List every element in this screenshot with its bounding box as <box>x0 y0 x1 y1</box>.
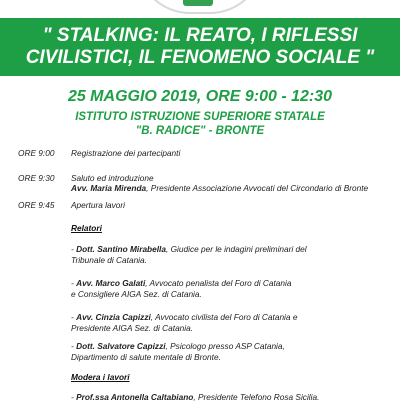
bullet: - <box>71 244 77 254</box>
event-venue <box>0 110 400 138</box>
relatore-2-role: , Avvocato penalista del Foro di Catania <box>145 278 292 288</box>
relatore-4-name: Dott. Salvatore Capizzi <box>76 341 166 351</box>
relatore-3 <box>71 312 297 322</box>
title-line-2: CIVILISTICI, IL FENOMENO SOCIALE " <box>25 47 375 68</box>
speaker-name: Avv. Maria Mirenda <box>71 183 147 193</box>
relatore-3-name: Avv. Cinzia Capizzi <box>76 312 151 322</box>
venue-line-2: "B. RADICE" - BRONTE <box>135 125 265 137</box>
relatore-3-role: , Avvocato civilista del Foro di Catania e <box>150 312 298 322</box>
logo-mark <box>183 0 213 6</box>
relatore-1-role: , Giudice per le indagini preliminari del <box>165 244 307 254</box>
relatori-heading: Relatori <box>71 223 102 233</box>
speaker-role: , Presidente Associazione Avvocati del Circondario di Bronte <box>146 183 369 193</box>
entry-1: Registrazione dei partecipanti <box>71 148 181 158</box>
relatore-1-name: Dott. Santino Mirabella <box>76 244 166 254</box>
entry-3: Apertura lavori <box>71 200 125 210</box>
bullet: - <box>71 278 77 288</box>
relatore-4-role: , Psicologo presso ASP Catania, <box>165 341 285 351</box>
relatore-4-line-2: Dipartimento di salute mentale di Bronte. <box>71 352 221 362</box>
relatore-2 <box>71 278 291 288</box>
event-date: 25 MAGGIO 2019, ORE 9:00 - 12:30 <box>67 88 333 105</box>
relatore-2-line-2: e Consigliere AIGA Sez. di Catania. <box>71 289 202 299</box>
relatore-1 <box>71 244 307 254</box>
moderatore-heading: Modera i lavori <box>71 372 130 382</box>
moderatore-1-role: , Presidente Telefono Rosa Sicilia. <box>193 392 320 402</box>
bullet: - <box>71 312 77 322</box>
relatore-1-line-2: Tribunale di Catania. <box>71 255 147 265</box>
time-2: ORE 9:30 <box>18 173 55 183</box>
entry-2a: Saluto ed introduzione <box>71 173 154 183</box>
time-3: ORE 9:45 <box>18 200 55 210</box>
relatore-4 <box>71 341 285 351</box>
logo <box>136 0 264 14</box>
relatore-3-line-2: Presidente AIGA Sez. di Catania. <box>71 323 194 333</box>
bullet: - <box>71 392 77 402</box>
venue-line-1: ISTITUTO ISTRUZIONE SUPERIORE STATALE <box>75 111 325 123</box>
moderatore-1-name: Prof.ssa Antonella Caltabiano <box>76 392 194 402</box>
relatore-2-name: Avv. Marco Galati <box>76 278 146 288</box>
moderatore-1 <box>71 392 319 402</box>
title-line-1: " STALKING: IL REATO, I RIFLESSI <box>42 25 358 46</box>
time-1: ORE 9:00 <box>18 148 55 158</box>
title-banner <box>0 18 400 76</box>
entry-2b <box>71 183 368 193</box>
bullet: - <box>71 341 77 351</box>
